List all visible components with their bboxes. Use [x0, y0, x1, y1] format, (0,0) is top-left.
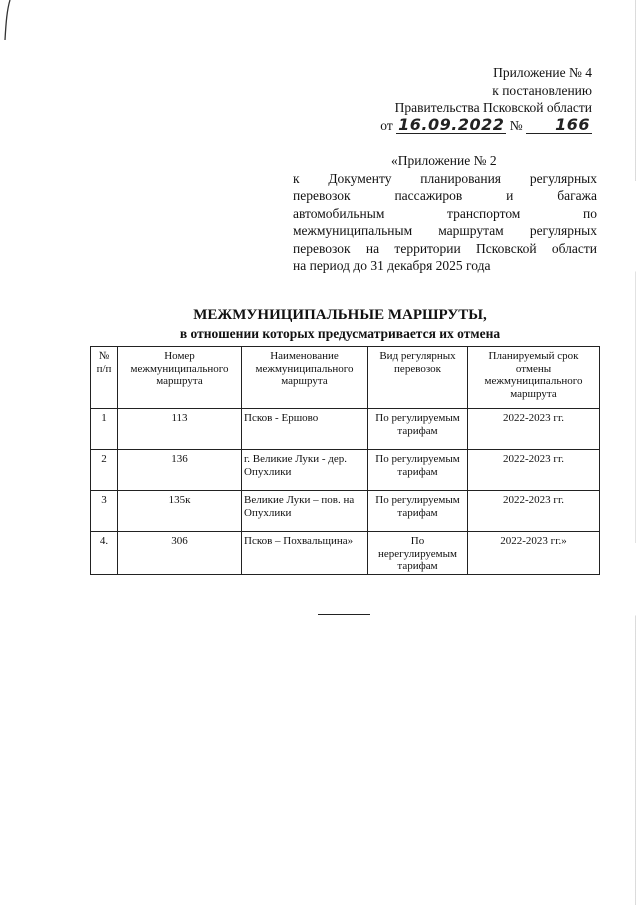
- handwritten-date: 16.09.2022: [398, 114, 505, 134]
- header-transport-type: Вид регулярных перевозок: [368, 347, 468, 409]
- routes-table: [90, 346, 600, 575]
- cell-transport-type: По регулируемым тарифам: [368, 409, 468, 450]
- cell-route-number: 136: [118, 450, 242, 491]
- cell-route-name: Псков - Ершово: [242, 409, 368, 450]
- cell-cancellation-term: 2022-2023 гг.: [468, 450, 600, 491]
- appendix-2-line: перевозок пассажиров и багажа: [293, 188, 597, 203]
- appendix-2-header: [293, 152, 597, 275]
- closing-rule: [318, 614, 370, 615]
- cell-number: 3: [91, 491, 118, 532]
- header-cancellation-term: Планируемый срок отмены межмуниципального маршрута: [468, 347, 600, 409]
- appendix-4-government: Правительства Псковской области: [394, 100, 592, 115]
- cell-route-number: 135к: [118, 491, 242, 532]
- table-row: [91, 532, 600, 575]
- appendix-4-header: [360, 64, 592, 134]
- cell-number: 1: [91, 409, 118, 450]
- appendix-2-last-line: на период до 31 декабря 2025 года: [293, 258, 491, 273]
- header-number: № п/п: [91, 347, 118, 409]
- cell-number: 2: [91, 450, 118, 491]
- table-row: [91, 409, 600, 450]
- appendix-2-line: перевозок на территории Псковской области: [293, 240, 597, 256]
- number-label: №: [509, 117, 523, 133]
- appendix-4-title: Приложение № 4: [493, 65, 592, 80]
- scan-corner-mark: [3, 0, 13, 40]
- appendix-2-line: межмуниципальным маршрутам регулярных: [293, 223, 597, 238]
- handwritten-number: 166: [526, 117, 592, 134]
- cell-transport-type: По регулируемым тарифам: [368, 491, 468, 532]
- table-row: [91, 491, 600, 532]
- header-route-name: Наименование межмуниципального маршрута: [242, 347, 368, 409]
- appendix-2-title: «Приложение № 2: [391, 153, 497, 168]
- appendix-4-date-row: [360, 114, 592, 135]
- table-header-row: [91, 347, 600, 409]
- cell-cancellation-term: 2022-2023 гг.»: [468, 532, 600, 575]
- cell-route-name: Псков – Похвальщина»: [242, 532, 368, 575]
- header-route-number: Номер межмуниципального маршрута: [118, 347, 242, 409]
- appendix-2-line: автомобильным транспортом по: [293, 205, 597, 221]
- cell-number: 4.: [91, 532, 118, 575]
- cell-route-number: 306: [118, 532, 242, 575]
- cell-cancellation-term: 2022-2023 гг.: [468, 409, 600, 450]
- document-title: [90, 306, 590, 342]
- appendix-4-resolution: к постановлению: [492, 82, 592, 98]
- cell-route-name: Великие Луки – пов. на Опухлики: [242, 491, 368, 532]
- cell-transport-type: По нерегулируемым тарифам: [368, 532, 468, 575]
- scan-edge-line: [635, 0, 636, 905]
- cell-cancellation-term: 2022-2023 гг.: [468, 491, 600, 532]
- from-label: от: [380, 117, 393, 133]
- appendix-2-line: к Документу планирования регулярных: [293, 170, 597, 186]
- cell-route-name: г. Великие Луки - дер. Опухлики: [242, 450, 368, 491]
- cell-transport-type: По регулируемым тарифам: [368, 450, 468, 491]
- document-title-main: МЕЖМУНИЦИПАЛЬНЫЕ МАРШРУТЫ,: [193, 307, 487, 323]
- table-row: [91, 450, 600, 491]
- cell-route-number: 113: [118, 409, 242, 450]
- document-title-sub: в отношении которых предусматривается их отмена: [179, 326, 501, 341]
